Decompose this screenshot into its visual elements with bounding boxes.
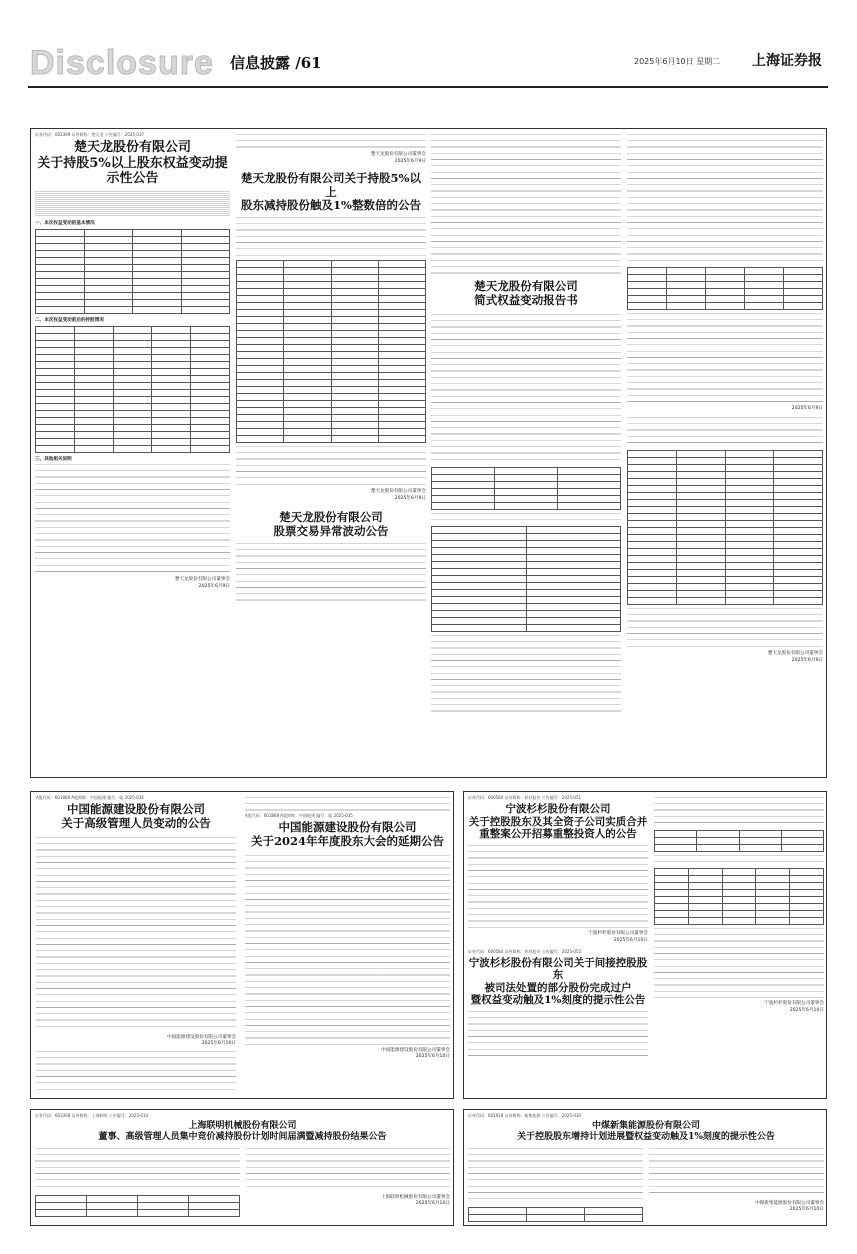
signature: 楚天龙股份有限公司董事会 2025年6月9日 — [174, 576, 230, 589]
article-title: 宁波杉杉股份有限公司 关于控股股东及其全资子公司实质合并 重整案公开招募重整投资人的公告 — [468, 803, 648, 841]
issue-date: 2025年6月10日 星期二 — [634, 57, 721, 66]
body-text — [236, 543, 426, 603]
increase-table — [468, 1207, 643, 1222]
announcement-block-chutianlong — [30, 128, 827, 778]
masthead — [28, 40, 828, 82]
article-reduction-notice — [236, 132, 426, 772]
article-equity-report — [431, 132, 621, 772]
article-equity-change-notice — [35, 132, 230, 772]
body-text — [649, 1148, 824, 1198]
signature: 2025年6月9日 — [791, 406, 823, 411]
body-text — [36, 1051, 236, 1091]
body-text — [654, 928, 824, 998]
article-share-transfer — [654, 795, 824, 1095]
signature: 宁波杉杉股份有限公司董事会 2025年6月10日 — [588, 930, 648, 943]
body-text — [246, 1148, 450, 1192]
reduction-table — [236, 260, 426, 443]
body-text — [431, 635, 621, 715]
announcement-code: 证券代码：600584 证券简称：杉杉股份 公告编号：2025-052 — [468, 948, 582, 954]
body-text — [245, 797, 450, 811]
body-text — [627, 313, 823, 403]
article-title: 上海联明机械股份有限公司 董事、高级管理人员集中竞价减持股份计划时间届满暨减持股份结果公告 — [98, 1121, 387, 1142]
announcement-block-energy-china — [30, 791, 454, 1099]
body-text — [35, 1148, 240, 1192]
masthead-rule — [28, 86, 828, 88]
signature: 中国能源建设股份有限公司董事会 2025年6月10日 — [381, 1047, 450, 1060]
body-text — [654, 855, 824, 865]
body-text — [468, 845, 648, 929]
section-heading: 三、其他相关说明 — [35, 456, 72, 462]
disclosure-logo: Disclosure — [30, 44, 214, 82]
body-text — [236, 446, 426, 486]
body-text — [654, 797, 824, 827]
body-text — [468, 1148, 643, 1204]
article-title: 楚天龙股份有限公司 简式权益变动报告书 — [474, 279, 578, 307]
signature: 楚天龙股份有限公司董事会 2025年6月9日 — [370, 489, 426, 502]
announcement-block-xinji-energy — [463, 1109, 827, 1226]
article-title: 楚天龙股份有限公司关于持股5%以上 股东减持股份触及1%整数倍的公告 — [241, 170, 421, 213]
equity-table — [35, 229, 230, 314]
body-text — [36, 837, 236, 1032]
article-title: 楚天龙股份有限公司 关于持股5%以上股东权益变动提示性公告 — [37, 140, 228, 187]
article-agm-postponement — [245, 795, 450, 1095]
article-title: 中煤新集能源股份有限公司 关于控股股东增持计划进展暨权益变动触及1%刻度的提示性公告 — [517, 1121, 775, 1142]
article-restructuring-investor — [468, 795, 648, 1095]
signature: 楚天龙股份有限公司董事会 2025年6月9日 — [370, 152, 426, 164]
signature: 上海联明机械股份有限公司董事会 2025年6月10日 — [381, 1194, 450, 1207]
signature: 楚天龙股份有限公司董事会 2025年6月9日 — [767, 650, 823, 663]
announcement-code: A股代码：601868 A股简称：中国能建 编号：临 2025-035 — [245, 813, 353, 818]
body-text — [431, 513, 621, 523]
announcement-code: 证券代码：600584 证券简称：杉杉股份 公告编号：2025-051 — [468, 795, 582, 800]
body-text — [627, 608, 823, 648]
body-text — [35, 464, 230, 574]
body-text — [627, 134, 823, 264]
body-text — [35, 191, 230, 217]
article-equity-report-continued — [627, 132, 823, 772]
report-table — [431, 467, 621, 510]
holding-table — [35, 326, 230, 453]
article-title: 中国能源建设股份有限公司 关于高级管理人员变动的公告 — [61, 802, 211, 830]
transfer-table — [654, 830, 824, 852]
signature: 中煤新集能源股份有限公司董事会 2025年6月10日 — [755, 1200, 824, 1213]
body-text — [468, 1011, 648, 1061]
article-executive-change — [36, 795, 236, 1095]
announcement-code: 证券代码：603308 证券简称：上海联明 公告编号：2025-014 — [35, 1113, 149, 1118]
article-title: 中国能源建设股份有限公司 关于2024年年度股东大会的延期公告 — [250, 820, 444, 848]
shareholder-info-table — [431, 526, 621, 632]
article-title: 宁波杉杉股份有限公司关于间接控股股东 被司法处置的部分股份完成过户 暨权益变动触及1%刻度的提示性公告 — [468, 956, 648, 1007]
body-text — [431, 314, 621, 464]
section-heading: 一、本次权益变动的基本情况 — [35, 220, 95, 226]
body-text — [627, 417, 823, 447]
announcement-block-lianming — [30, 1109, 454, 1226]
reduction-result-table — [35, 1195, 240, 1217]
article-shareholding-increase — [468, 1113, 824, 1223]
section-title: 信息披露 /61 — [230, 54, 322, 72]
shareholding-table — [654, 868, 824, 925]
newspaper-name: 上海证券报 — [752, 53, 822, 69]
article-reduction-result — [35, 1113, 450, 1223]
signature: 宁波杉杉股份有限公司董事会 2025年6月10日 — [764, 1001, 824, 1013]
section-heading: 二、本次权益变动前后的持股情况 — [35, 317, 104, 323]
body-text — [236, 134, 426, 150]
body-text — [431, 134, 621, 274]
announcement-code: 证券代码：601918 证券简称：新集能源 公告编号：2025-030 — [468, 1113, 582, 1118]
body-text — [236, 217, 426, 257]
body-text — [245, 855, 450, 1045]
announcement-code: A股代码：601868 A股简称：中国能建 编号：临 2025-034 — [36, 795, 144, 800]
change-detail-table — [627, 267, 823, 310]
attachment-table — [627, 450, 823, 605]
announcement-code: 证券代码：002399 证券简称：楚天龙 公告编号：2025-037 — [35, 132, 145, 137]
signature: 中国能源建设股份有限公司董事会 2025年6月10日 — [167, 1034, 236, 1047]
article-title: 楚天龙股份有限公司 股票交易异常波动公告 — [273, 509, 389, 538]
announcement-block-shanshan — [463, 791, 827, 1099]
